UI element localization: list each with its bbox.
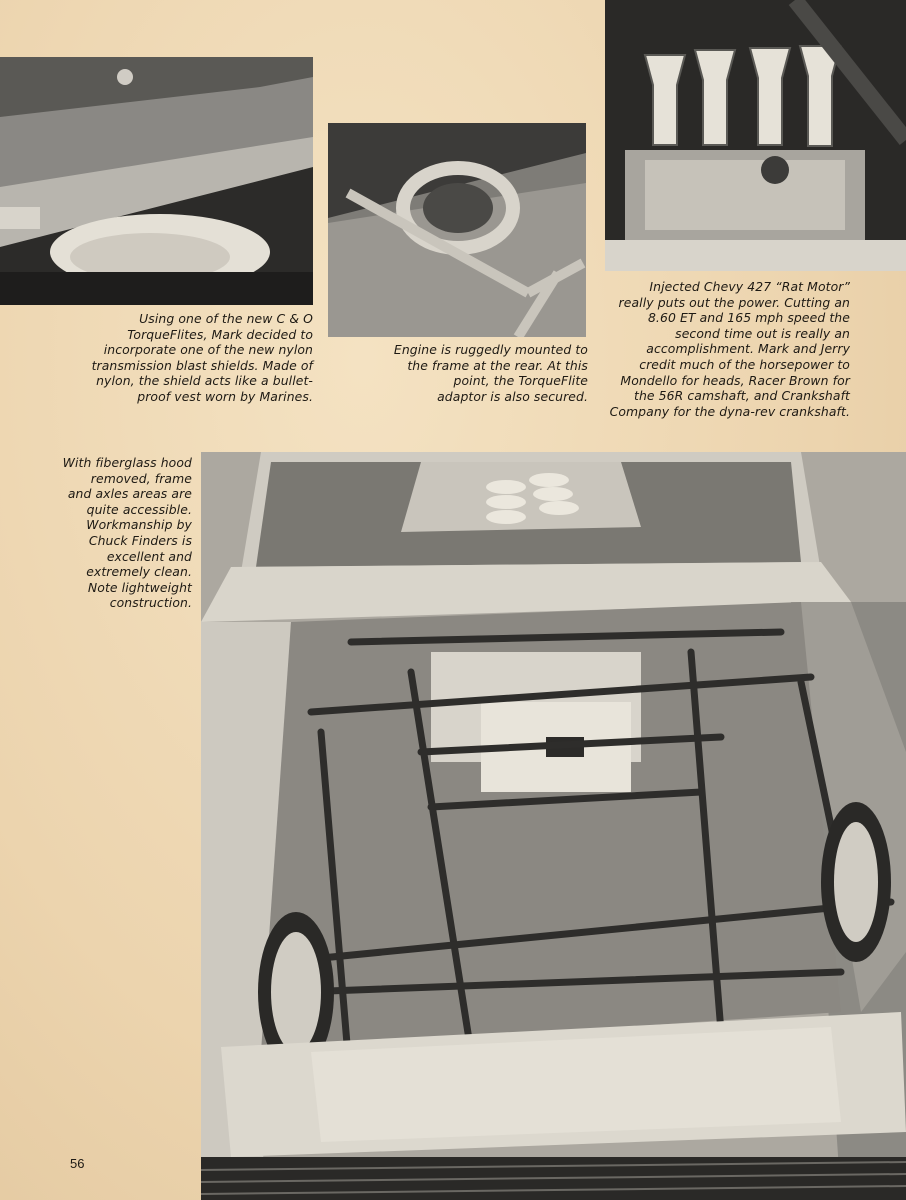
caption-line: credit much of the horsepower to xyxy=(639,356,850,372)
rat-motor-caption xyxy=(592,279,850,419)
caption-line: Workmanship by xyxy=(86,517,192,533)
caption-line: Company for the dyna-rev crankshaft. xyxy=(609,403,850,419)
caption-line: Chuck Finders is xyxy=(88,532,192,548)
fiberglass-hood-caption xyxy=(40,455,192,611)
caption-line: With fiberglass hood xyxy=(62,455,192,470)
caption-line: excellent and xyxy=(106,548,192,564)
caption-line: 8.60 ET and 165 mph speed the xyxy=(647,310,850,326)
transmission-photo xyxy=(0,57,313,305)
rat-motor-photo xyxy=(605,0,906,271)
caption-line: Engine is ruggedly mounted to xyxy=(393,342,588,357)
chassis-photo xyxy=(201,452,906,1200)
caption-line: accomplishment. Mark and Jerry xyxy=(646,341,850,357)
caption-line: removed, frame xyxy=(90,470,192,486)
caption-line: extremely clean. xyxy=(86,564,192,580)
caption-line: TorqueFlites, Mark decided to xyxy=(127,326,313,342)
caption-line: Using one of the new C & O xyxy=(139,311,313,326)
caption-line: the 56R camshaft, and Crankshaft xyxy=(633,388,850,404)
engine-mount-photo xyxy=(328,123,586,337)
caption-line: Injected Chevy 427 “Rat Motor” xyxy=(649,279,850,294)
caption-line: incorporate one of the new nylon xyxy=(103,342,313,358)
caption-line: transmission blast shields. Made of xyxy=(91,357,313,373)
caption-line: second time out is really an xyxy=(675,325,850,341)
page-number: 56 xyxy=(70,1156,85,1171)
caption-line: Mondello for heads, Racer Brown for xyxy=(620,372,850,388)
caption-line: quite accessible. xyxy=(86,501,192,517)
caption-line: and axles areas are xyxy=(67,486,192,502)
caption-line: adaptor is also secured. xyxy=(437,388,588,404)
engine-mount-caption xyxy=(360,342,588,404)
caption-line: the frame at the rear. At this xyxy=(407,357,588,373)
caption-line: proof vest worn by Marines. xyxy=(137,388,313,404)
caption-line: really puts out the power. Cutting an xyxy=(618,294,850,310)
caption-line: point, the TorqueFlite xyxy=(453,373,588,389)
caption-line: nylon, the shield acts like a bullet- xyxy=(96,373,313,389)
caption-line: construction. xyxy=(109,595,192,611)
transmission-caption xyxy=(60,311,313,405)
caption-line: Note lightweight xyxy=(87,579,192,595)
